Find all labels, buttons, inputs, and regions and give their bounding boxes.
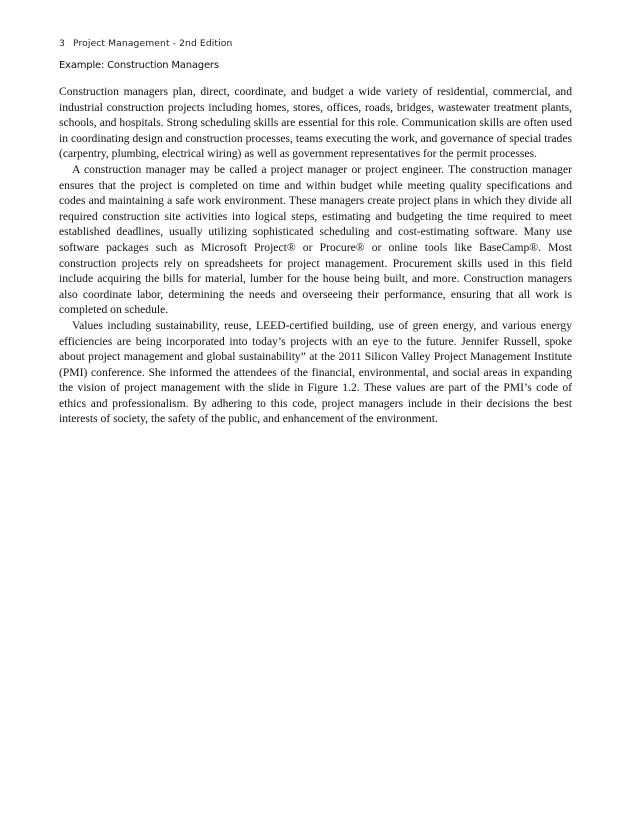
- paragraph: A construction manager may be called a project manager or project engineer. The construction manager ensures that the project is completed on time and within budget while meeting quality specifications and codes and maintaining a safe work environment. These managers create project plans in which they divide all required construction site activities into logical steps, estimating and budgeting the time required to meet established deadlines, usually utilizing sophisticated scheduling and cost-estimating software. Many use software packages such as Microsoft Project® or Procure® or online tools like BaseCamp®. Most construction projects rely on spreadsheets for project management. Procurement skills used in this field include acquiring the bills for material, lumber for the house being built, and more. Construction managers also coordinate labor, determining the needs and overseeing their performance, ensuring that all work is completed on schedule.: [59, 162, 572, 317]
- page-number: 3: [59, 38, 65, 49]
- body-text: [59, 84, 572, 427]
- running-header: [59, 38, 232, 49]
- paragraph: Construction managers plan, direct, coordinate, and budget a wide variety of residential, commercial, and industrial construction projects including homes, stores, offices, roads, bridges, wastewater treatment plants, schools, and hospitals. Strong scheduling skills are essential for this role. Communication skills are often used in coordinating design and construction processes, teams executing the work, and governance of special trades (carpentry, plumbing, electrical wiring) as well as government representatives for the permit processes.: [59, 85, 572, 161]
- book-title: Project Management - 2nd Edition: [72, 38, 233, 49]
- section-heading: Example: Construction Managers: [59, 60, 219, 71]
- paragraph: Values including sustainability, reuse, LEED-certified building, use of green energy, and various energy efficiencies are being incorporated into today’s projects with an eye to the future. Jennifer Russell, spoke about project management and global sustainability” at the 2011 Silicon Valley Project Management Institute (PMI) conference. She informed the attendees of the financial, environmental, and social areas in expanding the vision of project management with the slide in Figure 1.2. These values are part of the PMI’s code of ethics and professionalism. By adhering to this code, project managers include in their decisions the best interests of society, the safety of the public, and enhancement of the environment.: [59, 318, 572, 426]
